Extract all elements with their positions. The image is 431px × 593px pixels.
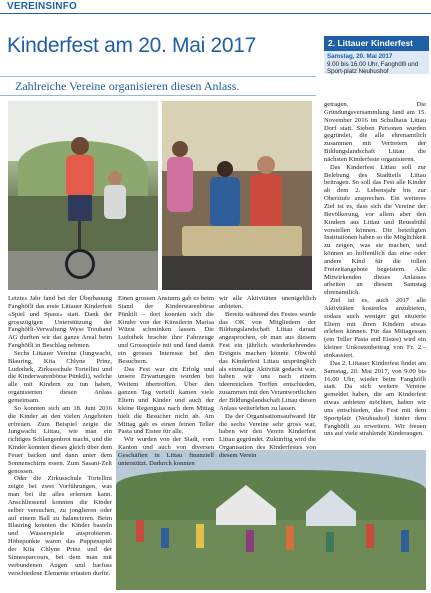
unicycle-boy-photo	[8, 101, 158, 290]
paragraph: Da der Organisationsaufwand für die sechs Vereine sehr gross war, haben wir den Verein Kinderfest Littau gegründet. Zukünftig wird die Organisation des Kinderfestes von diesem Verein	[219, 412, 316, 459]
subheadline: Zahlreiche Vereine organisieren diesen Anlass.	[15, 79, 240, 93]
festival-crowd-photo	[116, 450, 426, 590]
paragraph: Sechs Littauer Vereine (Jungwacht, Blauring, Kita Chlyne Prinz, Ludothek, Zirkusschule Tortellini und die Kinderwarenbörse Pünktli), welche alle mit Kindern zu tun haben, organisierten diesen Anlass gemeinsam.	[8, 349, 112, 404]
paragraph: Bereits während des Festes wurde das OK von Mitgliedern der Bildungslandschaft Littau darauf angesprochen, ob man aus diesem Fest ein jährlich wiederkehrendes Ereignis machen könnte. Obwohl das Kinderfest Littau ursprünglich als einmalige Aktivität gedacht war, haben wir uns nach einem ideenreichen Treffen entschieden, zusammen mit den Verantwortlichen der Bildungslandschaft Littau diesen Anlass weiterleben zu lassen.	[219, 310, 316, 412]
paragraph: Das Kinderfest Littau soll zur Belebung des Stadtteils Littau beitragen. So soll das Fest alle Kinder ab dem 2. Lebensjahr bis zur Oberstufe ansprechen. Ein weiteres Ziel ist es, dass sich die Vereine der Bevölkerung, vor allem aber den Kindern aus Littau und Reussbühl vorstellen können. Die beteiligten Institutionen haben so die Möglichkeit zu zeigen, was sie machen, und können so hoffentlich das eine oder andere Kind für die tollen Freizeitangebote begeistern. Alle Mitwirkenden dieses Anlasses arbeiten an diesem Samstag ehrenamtlich.	[324, 163, 426, 297]
divider	[0, 76, 316, 77]
article-column-2	[118, 295, 214, 468]
paragraph: Das 2. Littauer Kinderfest findet am Samstag, 20. Mai 2017, von 9.00 bis 16.00 Uhr, wieder beim Fanghöfli statt. Da sich weitere Vereine gemeldet haben, die am Kinderfest etwas anbieten möchten, haben wir uns entschieden, das Fest mit dem Sportplatz (Neuhushof) hinter dem Fanghöfli zu erweitern. Wir freuen uns auf viele strahlende Kinderaugen.	[324, 359, 426, 438]
kids-activity-photo	[162, 101, 312, 290]
paragraph: getragen. Die Gründungsversammlung fand am 15. November 2016 im Schulhaus Littau Dorf statt. Sieben Personen wurden gegründet, die alle ehrenamtlich zusammen mit Vertretern der Bildungslandschaft Littau die nächsten Kinderfeste organisieren.	[324, 101, 426, 163]
paragraph: Wir wurden von der Stadt, vom Kanton und auch von diversen Geschäften in Littau finanziell unterstützt. Dadurch konnten	[118, 436, 214, 467]
info-box-title: 2. Littauer Kinderfest	[324, 36, 429, 51]
info-box-body	[324, 51, 429, 74]
info-box-date: Samstag, 20. Mai 2017	[327, 53, 393, 60]
paragraph: Oder die Zirkusschule Tortellini zeigte bei zwei Vorführungen, was man bei ihr alles erlernen kann. Anschliessend konnten die Kinder selber versuchen, zu jonglieren oder auf einem Ball zu balancieren. Beim Blauring konnten die Kinder basteln und Wasserspiele ausprobieren. Höhepunkte waren das Puppenspiel der Kita Chlyne Prinz und der Sinnesparcours, bei dem man mit verbundenen Augen und barfuss verschiedene Elemente ertasten durfte.	[8, 475, 112, 577]
article-column-4	[324, 101, 426, 438]
paragraph: Das Fest war ein Erfolg und unsere Erwartungen wurden bei Weitem übertroffen. Über den ganzen Tag verteilt kamen viele Eltern und Kinder und auch der kleine Regenguss nach dem Mittag hielt die Besucher nicht ab. Am Mittag gab es einen feinen Teller Pasta und Eistee für alle.	[118, 365, 214, 436]
paragraph: Einen grossen Ansturm gab es beim Stand der Kinderwarenbörse Pünktli – dort konnten sich die Kinder von der Künstlerin Marisa Wüest schminken lassen. Die Ludothek brachte ihre Fahrzeuge und Grossspiele mit und fand damit ein grosses Interesse bei den Besuchern.	[118, 295, 214, 365]
divider	[0, 13, 431, 14]
info-box-details: 9.00 bis 16.00 Uhr, Fanghöfli und Sport-platz Neuhushof	[327, 60, 419, 75]
section-title: VEREINSINFO	[7, 1, 77, 12]
info-box	[324, 36, 429, 88]
section-header	[0, 0, 431, 14]
article-column-1	[8, 295, 112, 577]
article-column-3	[219, 295, 316, 460]
paragraph: Ziel ist es, auch 2017 alle Aktivitäten kostenlos anzubieten, sodass auch weniger gut situierte Eltern mit ihren Kindern etwas erleben können. Für das Mittagessen (ein Teller Pasta und Eistee) wird ein kleiner Unkostenbeitrag von Fr. 2.– einkassiert.	[324, 297, 426, 359]
paragraph: Letztes Jahr fand bei der Überbauung Fanghöfli das erste Littauer Kinderfest «Spiel und Spass» statt. Dank der grosszügigen Unterstützung der Fanghöfli-Verwaltung Wyss Treuhand AG durften wir das ganze Areal beim Fanghöfli in Beschlag nehmen.	[8, 295, 112, 350]
headline: Kinderfest am 20. Mai 2017	[7, 34, 257, 57]
divider	[0, 95, 316, 96]
paragraph: wir alle Aktivitäten unentgeltlich anbieten.	[219, 295, 316, 310]
paragraph: So konnten sich am 18. Juni 2016 die Kinder an den vielen Angeboten erfreuen. Zum Beispiel zeigte die Jungwacht Littau, wie man ein richtiges Schlangenbrot macht, und die Kinder konnten dieses gleich über dem Feuer backen und dann unter dem Sonnenschirm essen. Zum Sasani-Zelt genossen.	[8, 404, 112, 475]
